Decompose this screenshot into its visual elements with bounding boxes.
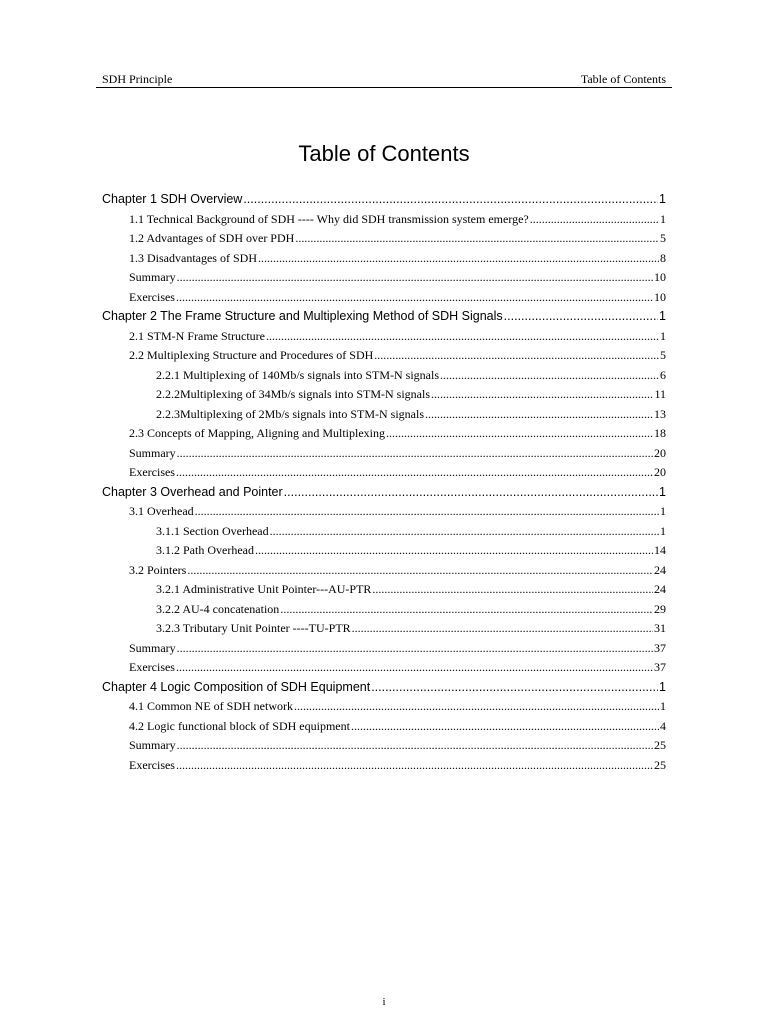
dot-leader xyxy=(284,483,658,503)
toc-entry-title: Chapter 2 The Frame Structure and Multiplexing Method of SDH Signals xyxy=(102,309,503,323)
toc-entry[interactable] xyxy=(102,639,666,659)
toc-entry-page: 1 xyxy=(659,484,666,499)
toc-entry[interactable] xyxy=(102,444,666,464)
toc-entry[interactable] xyxy=(102,210,666,230)
toc-entry[interactable] xyxy=(102,619,666,639)
dot-leader xyxy=(431,385,653,405)
toc-entry-title: 3.1.2 Path Overhead xyxy=(156,543,254,557)
toc-entry-page: 1 xyxy=(660,328,666,343)
toc-entry-title: 1.3 Disadvantages of SDH xyxy=(129,250,257,265)
toc-entry[interactable] xyxy=(102,268,666,288)
toc-entry-title: 1.1 Technical Background of SDH ---- Why did SDH transmission system emerge? xyxy=(129,211,529,226)
toc-entry-page: 13 xyxy=(654,406,666,421)
toc-entry[interactable] xyxy=(102,541,666,561)
toc-entry[interactable] xyxy=(102,736,666,756)
dot-leader xyxy=(243,190,658,210)
toc-entry-page: 24 xyxy=(654,582,666,596)
dot-leader xyxy=(176,756,653,776)
table-of-contents xyxy=(102,190,666,775)
toc-entry-page: 1 xyxy=(660,504,666,518)
toc-entry-title: Summary xyxy=(129,445,176,460)
toc-entry-page: 20 xyxy=(654,445,666,460)
toc-entry-title: Exercises xyxy=(129,660,175,674)
dot-leader xyxy=(386,424,653,444)
toc-entry-page: 25 xyxy=(654,757,666,772)
dot-leader xyxy=(280,600,653,620)
toc-entry[interactable] xyxy=(102,288,666,308)
dot-leader xyxy=(530,210,659,230)
toc-entry-title: 1.2 Advantages of SDH over PDH xyxy=(129,231,295,245)
page-title: Table of Contents xyxy=(298,141,470,166)
page-header xyxy=(96,72,672,88)
toc-entry[interactable] xyxy=(102,424,666,444)
toc-entry-page: 14 xyxy=(654,543,666,557)
toc-entry-title: 3.2.1 Administrative Unit Pointer---AU-PTR xyxy=(156,582,372,596)
toc-entry-title: 2.2.2Multiplexing of 34Mb/s signals into STM-N signals xyxy=(156,387,431,401)
toc-entry-page: 8 xyxy=(660,250,666,265)
toc-entry-page: 1 xyxy=(660,211,666,226)
toc-entry-title: 2.2 Multiplexing Structure and Procedures of SDH xyxy=(129,348,374,362)
toc-entry-title: 3.2 Pointers xyxy=(129,562,187,577)
dot-leader xyxy=(195,502,659,522)
toc-entry[interactable] xyxy=(102,229,666,249)
dot-leader xyxy=(270,522,659,542)
dot-leader xyxy=(177,639,653,659)
toc-entry-page: 1 xyxy=(659,192,666,206)
toc-entry-title: Summary xyxy=(129,270,176,284)
page-number: i xyxy=(382,996,386,1008)
toc-entry-page: 11 xyxy=(654,387,666,401)
dot-leader xyxy=(177,444,653,464)
toc-entry[interactable] xyxy=(102,405,666,425)
toc-entry-page: 10 xyxy=(654,270,666,284)
toc-entry-title: Exercises xyxy=(129,465,175,479)
toc-entry-page: 29 xyxy=(654,601,666,616)
toc-entry-page: 1 xyxy=(660,523,666,538)
toc-entry[interactable] xyxy=(102,717,666,737)
toc-entry-title: 2.1 STM-N Frame Structure xyxy=(129,328,265,343)
toc-entry[interactable] xyxy=(102,697,666,717)
toc-entry[interactable] xyxy=(102,756,666,776)
toc-entry-title: 3.1 Overhead xyxy=(129,504,194,518)
toc-entry-title: Chapter 3 Overhead and Pointer xyxy=(102,484,283,499)
toc-entry[interactable] xyxy=(102,483,666,503)
dot-leader xyxy=(371,678,658,698)
toc-entry[interactable] xyxy=(102,190,666,210)
toc-entry[interactable] xyxy=(102,502,666,522)
toc-entry-title: Chapter 1 SDH Overview xyxy=(102,192,243,206)
dot-leader xyxy=(425,405,653,425)
dot-leader xyxy=(177,268,653,288)
dot-leader xyxy=(504,307,658,327)
toc-entry-title: 3.2.2 AU-4 concatenation xyxy=(156,601,280,616)
toc-entry-page: 6 xyxy=(660,367,666,382)
section-title: Table of Contents xyxy=(580,72,666,86)
toc-entry-page: 5 xyxy=(660,231,666,245)
toc-entry-title: Exercises xyxy=(129,289,175,304)
toc-entry-title: 2.3 Concepts of Mapping, Aligning and Multiplexing xyxy=(129,426,385,440)
dot-leader xyxy=(374,346,659,366)
toc-entry-title: Chapter 4 Logic Composition of SDH Equipment xyxy=(102,679,371,694)
dot-leader xyxy=(258,249,659,269)
dot-leader xyxy=(187,561,653,581)
dot-leader xyxy=(372,580,653,600)
toc-entry-page: 10 xyxy=(654,289,666,304)
dot-leader xyxy=(176,288,653,308)
dot-leader xyxy=(266,327,659,347)
dot-leader xyxy=(440,366,659,386)
toc-entry[interactable] xyxy=(102,600,666,620)
dot-leader xyxy=(294,697,659,717)
toc-entry[interactable] xyxy=(102,307,666,327)
toc-entry-page: 37 xyxy=(654,660,666,674)
toc-entry-title: 4.2 Logic functional block of SDH equipment xyxy=(129,718,350,733)
toc-entry-page: 24 xyxy=(654,562,666,577)
dot-leader xyxy=(176,463,653,483)
dot-leader xyxy=(177,736,653,756)
toc-entry-title: 4.1 Common NE of SDH network xyxy=(129,699,293,713)
toc-entry-page: 4 xyxy=(660,718,666,733)
toc-entry[interactable] xyxy=(102,522,666,542)
toc-entry[interactable] xyxy=(102,580,666,600)
toc-entry[interactable] xyxy=(102,249,666,269)
toc-entry-page: 1 xyxy=(659,679,666,694)
toc-entry-page: 5 xyxy=(660,348,666,362)
toc-entry[interactable] xyxy=(102,658,666,678)
toc-entry-page: 18 xyxy=(654,426,666,440)
toc-entry[interactable] xyxy=(102,327,666,347)
toc-entry-title: 3.2.3 Tributary Unit Pointer ----TU-PTR xyxy=(156,621,351,635)
toc-entry[interactable] xyxy=(102,463,666,483)
dot-leader xyxy=(176,658,653,678)
toc-entry-page: 20 xyxy=(654,465,666,479)
toc-entry-page: 37 xyxy=(654,640,666,655)
toc-entry[interactable] xyxy=(102,561,666,581)
toc-entry[interactable] xyxy=(102,385,666,405)
toc-entry[interactable] xyxy=(102,346,666,366)
toc-entry[interactable] xyxy=(102,366,666,386)
toc-entry-page: 1 xyxy=(659,309,666,323)
toc-entry-title: Summary xyxy=(129,738,176,752)
toc-entry-page: 1 xyxy=(660,699,666,713)
toc-entry-page: 31 xyxy=(654,621,666,635)
toc-entry-title: 2.2.3Multiplexing of 2Mb/s signals into STM-N signals xyxy=(156,406,425,421)
toc-entry[interactable] xyxy=(102,678,666,698)
toc-entry-title: Summary xyxy=(129,640,176,655)
toc-entry-title: 2.2.1 Multiplexing of 140Mb/s signals into STM-N signals xyxy=(156,367,440,382)
toc-entry-page: 25 xyxy=(654,738,666,752)
toc-entry-title: 3.1.1 Section Overhead xyxy=(156,523,269,538)
dot-leader xyxy=(351,717,659,737)
dot-leader xyxy=(352,619,653,639)
dot-leader xyxy=(255,541,653,561)
toc-entry-title: Exercises xyxy=(129,757,175,772)
dot-leader xyxy=(295,229,659,249)
document-title: SDH Principle xyxy=(102,72,173,86)
